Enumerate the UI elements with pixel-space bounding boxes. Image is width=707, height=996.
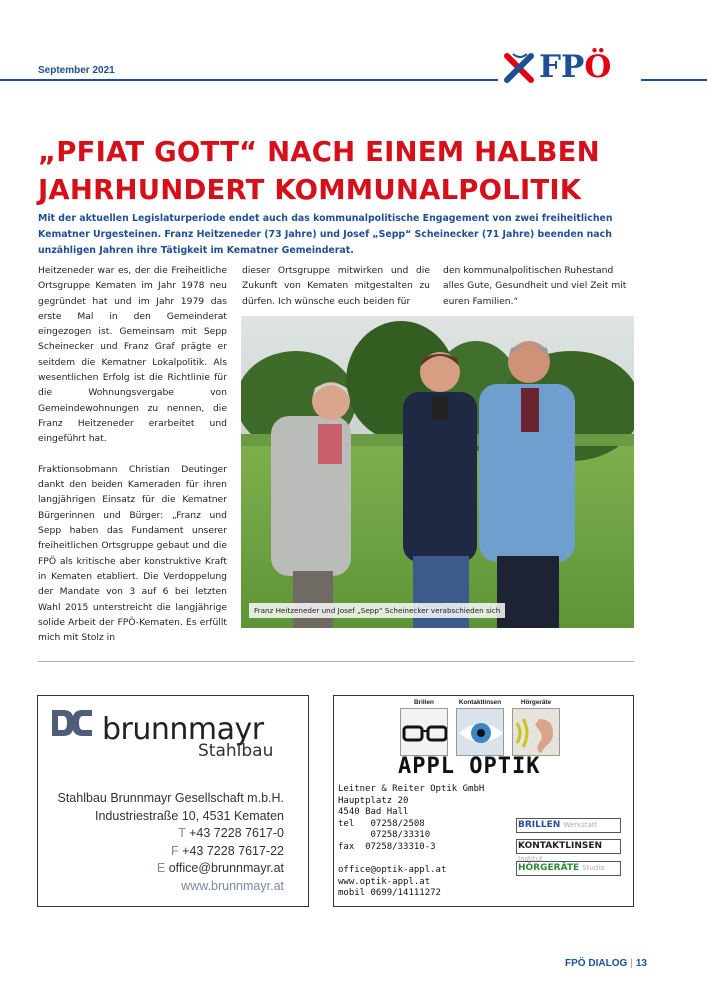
fpoe-logo <box>501 48 631 88</box>
paragraph: dieser Ortsgruppe mitwirken und die Zukunft von Kematen mitgestalten zu dürfen. Ich wünsche euch beiden für <box>242 265 430 307</box>
article-column-2 <box>242 263 430 324</box>
article-lead: Mit der aktuellen Legislaturperiode endet auch das kommunalpolitische Engagement von zwei freiheitlichen Kematner Urgesteinen. Franz Heitzeneder (73 Jahre) und Josef „Sepp“ Scheinecker (71 Jahre) beenden nach unzähligen Jahren ihre Tätigkeit im Kematner Gemeinderat. <box>38 213 613 256</box>
fax-line: F +43 7228 7617-22 <box>171 843 284 858</box>
phone-line: T +43 7228 7617-0 <box>178 826 284 841</box>
optik-contact <box>338 784 484 900</box>
brunnmayr-mark-icon <box>50 708 94 738</box>
ad-brunnmayr <box>37 695 309 907</box>
email-line: office@optik-appl.at <box>338 865 447 876</box>
issue-date: September 2021 <box>38 65 115 76</box>
street: Hauptplatz 20 <box>338 795 409 806</box>
logo-wordmark: FPÖ <box>539 49 612 85</box>
tile-label: Brillen <box>414 699 434 706</box>
website-link[interactable]: www.optik-appl.at <box>338 876 431 887</box>
publication-name: FPÖ DIALOG <box>565 958 628 969</box>
optik-icon-row <box>398 698 568 758</box>
brunnmayr-subtitle: Stahlbau <box>198 741 274 761</box>
badge-kontaktlinsen: KONTAKTLINSEN Institut <box>516 839 621 854</box>
optik-title: APPL OPTIK <box>398 754 541 779</box>
website-link[interactable]: www.brunnmayr.at <box>181 878 284 893</box>
section-divider <box>38 661 634 662</box>
paragraph: Heitzeneder war es, der die Freiheitliche Ortsgruppe Kematen im Jahr 1978 neu gegründet hat und im Jahr 1979 das erste Mal in den Gemeinderat eingezogen ist. Gemeinsam mit Sepp Scheinecker und Franz Graf prägte er seitdem die Kematner Lokalpolitik. Als wesentlichen Erfolg ist die Richtlinie für die Wohnungsvergabe von Gemeindewohnungen zu nennen, die Franz Heitzeneder erarbeitet und eingeführt hat. <box>38 265 227 445</box>
company-name: Stahlbau Brunnmayr Gesellschaft m.b.H. <box>57 791 284 805</box>
badge-hoergeraete: HÖRGERÄTE Studio <box>516 861 621 876</box>
brunnmayr-contact <box>58 790 285 896</box>
page-number: 13 <box>635 958 647 969</box>
headline-line-1: „PFIAT GOTT“ NACH EINEM HALBEN <box>38 136 600 168</box>
phone-line: tel 07258/2508 <box>338 818 425 829</box>
glasses-tile <box>398 698 450 756</box>
eye-icon <box>456 708 504 756</box>
article-column-3 <box>443 263 633 324</box>
company-name: Leitner & Reiter Optik GmbH <box>338 784 485 794</box>
company-address: Industriestraße 10, 4531 Kematen <box>94 808 284 823</box>
email-line: E office@brunnmayr.at <box>156 861 284 876</box>
article-column-1 <box>38 263 227 661</box>
glasses-icon <box>400 708 448 756</box>
paragraph: den kommunalpolitischen Ruhestand alles Gute, Gesundheit und viel Zeit mit euren Familien.“ <box>443 265 627 307</box>
mobile-line: mobil 0699/14111272 <box>338 888 441 899</box>
paragraph: Fraktionsobmann Christian Deutinger dankt den beiden Kameraden für ihren langjährigen Einsatz für die Kematner Bürgerinnen und Bürger: „Franz und Sepp haben das Fundament unserer freiheitlichen Ortsgruppe gebaut und die FPÖ als kritische aber konstruktive Kraft in Kematen etabliert. Die Verdoppelung der Mandate von 3 auf 6 bei letzten Wahl 2015 unterstreicht die langjährige solide Arbeit der FPÖ-Kematen. Es erfüllt mich mit Stolz in <box>38 463 227 644</box>
city: 4540 Bad Hall <box>338 807 409 818</box>
ear-icon <box>512 708 560 756</box>
header-rule-left <box>0 79 498 81</box>
photo-caption: Franz Heitzeneder und Josef „Sepp“ Scheinecker verabschieden sich <box>249 603 505 618</box>
brunnmayr-wordmark: brunnmayr <box>102 712 264 747</box>
page-footer: FPÖ DIALOG | 13 <box>565 958 647 969</box>
fax-line: fax 07258/33310-3 <box>338 841 436 852</box>
article-headline <box>38 133 678 209</box>
badge-brillen: BRILLEN Werkstatt <box>516 818 621 833</box>
contact-lens-tile <box>454 698 506 756</box>
fpoe-cross-icon <box>503 50 537 86</box>
brunnmayr-logo <box>50 706 298 747</box>
article-photo <box>241 316 634 628</box>
tile-label: Kontaktlinsen <box>458 699 502 706</box>
hearing-aid-tile <box>510 698 562 756</box>
headline-line-2: JAHRHUNDERT KOMMUNALPOLITIK <box>38 174 582 206</box>
ad-appl-optik <box>333 695 634 907</box>
header-rule-right <box>641 79 707 81</box>
phone-line: 07258/33310 <box>338 830 431 841</box>
tile-label: Hörgeräte <box>520 699 552 706</box>
